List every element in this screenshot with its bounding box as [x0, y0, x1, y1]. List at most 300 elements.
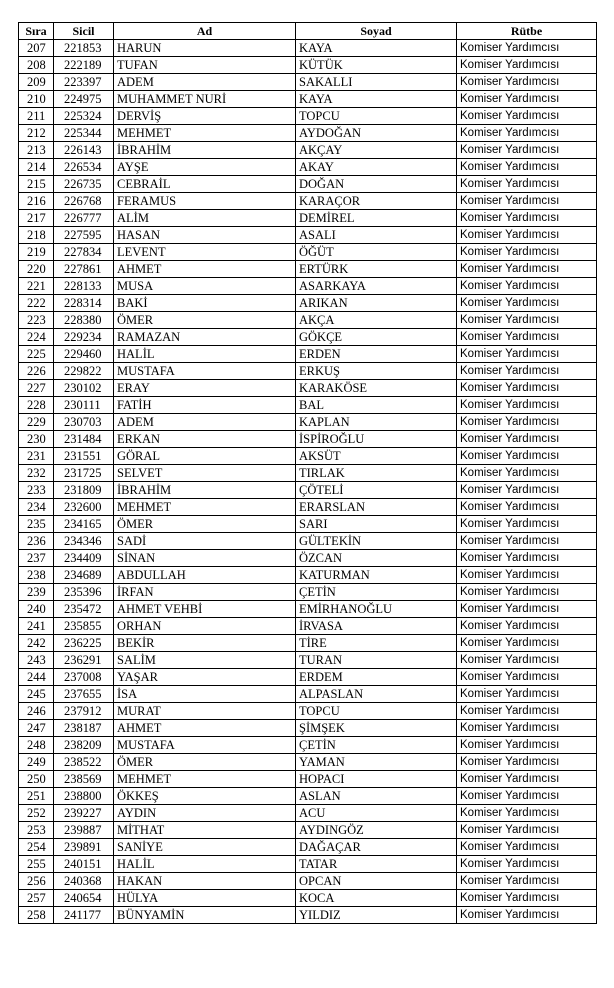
cell-ad: İRFAN: [114, 584, 296, 601]
cell-sira: 210: [19, 91, 54, 108]
cell-rutbe: Komiser Yardımcısı: [457, 278, 597, 295]
cell-ad: YAŞAR: [114, 669, 296, 686]
cell-soyad: KARAKÖSE: [296, 380, 457, 397]
table-row: [19, 601, 597, 618]
cell-soyad: İRVASA: [296, 618, 457, 635]
cell-rutbe: Komiser Yardımcısı: [457, 431, 597, 448]
cell-ad: ÖKKEŞ: [114, 788, 296, 805]
cell-rutbe: Komiser Yardımcısı: [457, 74, 597, 91]
cell-rutbe: Komiser Yardımcısı: [457, 363, 597, 380]
cell-sira: 235: [19, 516, 54, 533]
cell-soyad: KÜTÜK: [296, 57, 457, 74]
cell-sicil: 226534: [54, 159, 114, 176]
cell-soyad: KAYA: [296, 40, 457, 57]
cell-sira: 220: [19, 261, 54, 278]
cell-soyad: ÇETİN: [296, 737, 457, 754]
cell-sicil: 236291: [54, 652, 114, 669]
cell-rutbe: Komiser Yardımcısı: [457, 788, 597, 805]
cell-rutbe: Komiser Yardımcısı: [457, 516, 597, 533]
table-row: [19, 210, 597, 227]
cell-rutbe: Komiser Yardımcısı: [457, 210, 597, 227]
cell-rutbe: Komiser Yardımcısı: [457, 227, 597, 244]
cell-rutbe: Komiser Yardımcısı: [457, 448, 597, 465]
cell-soyad: ASLAN: [296, 788, 457, 805]
cell-sira: 249: [19, 754, 54, 771]
cell-sira: 256: [19, 873, 54, 890]
cell-rutbe: Komiser Yardımcısı: [457, 720, 597, 737]
table-row: [19, 720, 597, 737]
cell-ad: HARUN: [114, 40, 296, 57]
cell-rutbe: Komiser Yardımcısı: [457, 652, 597, 669]
cell-soyad: ÇÖTELİ: [296, 482, 457, 499]
cell-sicil: 235472: [54, 601, 114, 618]
table-row: [19, 176, 597, 193]
cell-ad: AHMET VEHBİ: [114, 601, 296, 618]
cell-rutbe: Komiser Yardımcısı: [457, 856, 597, 873]
table-row: [19, 91, 597, 108]
cell-soyad: ARIKAN: [296, 295, 457, 312]
cell-sicil: 232600: [54, 499, 114, 516]
cell-sicil: 241177: [54, 907, 114, 924]
table-row: [19, 482, 597, 499]
cell-sicil: 224975: [54, 91, 114, 108]
cell-sira: 224: [19, 329, 54, 346]
cell-sicil: 226777: [54, 210, 114, 227]
cell-rutbe: Komiser Yardımcısı: [457, 397, 597, 414]
cell-ad: AHMET: [114, 261, 296, 278]
cell-ad: ABDULLAH: [114, 567, 296, 584]
table-row: [19, 839, 597, 856]
cell-sira: 255: [19, 856, 54, 873]
cell-sira: 254: [19, 839, 54, 856]
cell-sicil: 238522: [54, 754, 114, 771]
cell-sira: 229: [19, 414, 54, 431]
cell-soyad: ERKUŞ: [296, 363, 457, 380]
cell-sira: 212: [19, 125, 54, 142]
cell-rutbe: Komiser Yardımcısı: [457, 822, 597, 839]
table-row: [19, 193, 597, 210]
cell-sira: 208: [19, 57, 54, 74]
cell-ad: CEBRAİL: [114, 176, 296, 193]
cell-ad: SİNAN: [114, 550, 296, 567]
table-row: [19, 652, 597, 669]
cell-soyad: BAL: [296, 397, 457, 414]
cell-sicil: 237655: [54, 686, 114, 703]
table-row: [19, 737, 597, 754]
cell-sira: 240: [19, 601, 54, 618]
header-ad: Ad: [114, 23, 296, 40]
cell-soyad: ALPASLAN: [296, 686, 457, 703]
cell-ad: MEHMET: [114, 499, 296, 516]
cell-soyad: AYDINGÖZ: [296, 822, 457, 839]
cell-rutbe: Komiser Yardımcısı: [457, 771, 597, 788]
cell-sira: 211: [19, 108, 54, 125]
cell-soyad: SAKALLI: [296, 74, 457, 91]
table-row: [19, 533, 597, 550]
cell-soyad: SARI: [296, 516, 457, 533]
table-row: [19, 618, 597, 635]
cell-sira: 219: [19, 244, 54, 261]
cell-rutbe: Komiser Yardımcısı: [457, 482, 597, 499]
cell-soyad: TOPCU: [296, 108, 457, 125]
cell-rutbe: Komiser Yardımcısı: [457, 635, 597, 652]
cell-sira: 239: [19, 584, 54, 601]
cell-sicil: 229460: [54, 346, 114, 363]
cell-ad: SELVET: [114, 465, 296, 482]
cell-ad: ALİM: [114, 210, 296, 227]
table-row: [19, 805, 597, 822]
cell-sira: 214: [19, 159, 54, 176]
cell-ad: İBRAHİM: [114, 482, 296, 499]
cell-sira: 207: [19, 40, 54, 57]
header-soyad: Soyad: [296, 23, 457, 40]
cell-sira: 218: [19, 227, 54, 244]
table-row: [19, 159, 597, 176]
cell-sira: 244: [19, 669, 54, 686]
cell-ad: AYŞE: [114, 159, 296, 176]
cell-ad: BAKİ: [114, 295, 296, 312]
cell-ad: ADEM: [114, 74, 296, 91]
table-row: [19, 788, 597, 805]
cell-ad: ORHAN: [114, 618, 296, 635]
cell-soyad: TURAN: [296, 652, 457, 669]
cell-soyad: KAPLAN: [296, 414, 457, 431]
cell-ad: FATİH: [114, 397, 296, 414]
cell-ad: MUHAMMET NURİ: [114, 91, 296, 108]
header-sicil: Sicil: [54, 23, 114, 40]
cell-sicil: 226768: [54, 193, 114, 210]
cell-ad: ERKAN: [114, 431, 296, 448]
cell-rutbe: Komiser Yardımcısı: [457, 601, 597, 618]
cell-ad: BÜNYAMİN: [114, 907, 296, 924]
table-row: [19, 40, 597, 57]
cell-ad: HALİL: [114, 346, 296, 363]
cell-ad: FERAMUS: [114, 193, 296, 210]
cell-rutbe: Komiser Yardımcısı: [457, 329, 597, 346]
cell-sira: 225: [19, 346, 54, 363]
table-row: [19, 125, 597, 142]
cell-soyad: KARAÇOR: [296, 193, 457, 210]
table-row: [19, 227, 597, 244]
cell-sira: 227: [19, 380, 54, 397]
cell-ad: MEHMET: [114, 125, 296, 142]
cell-sira: 237: [19, 550, 54, 567]
cell-sicil: 226735: [54, 176, 114, 193]
cell-rutbe: Komiser Yardımcısı: [457, 244, 597, 261]
table-row: [19, 431, 597, 448]
cell-sicil: 228133: [54, 278, 114, 295]
cell-ad: SANİYE: [114, 839, 296, 856]
table-row: [19, 703, 597, 720]
cell-sicil: 235396: [54, 584, 114, 601]
cell-rutbe: Komiser Yardımcısı: [457, 125, 597, 142]
cell-sicil: 239887: [54, 822, 114, 839]
cell-sicil: 231725: [54, 465, 114, 482]
cell-sira: 230: [19, 431, 54, 448]
table-row: [19, 754, 597, 771]
cell-sira: 213: [19, 142, 54, 159]
table-row: [19, 448, 597, 465]
cell-soyad: GÖKÇE: [296, 329, 457, 346]
cell-soyad: KOCA: [296, 890, 457, 907]
cell-sicil: 234409: [54, 550, 114, 567]
table-row: [19, 57, 597, 74]
table-row: [19, 74, 597, 91]
cell-sicil: 238187: [54, 720, 114, 737]
cell-sira: 222: [19, 295, 54, 312]
table-row: [19, 856, 597, 873]
cell-sicil: 238569: [54, 771, 114, 788]
cell-soyad: AKÇAY: [296, 142, 457, 159]
table-row: [19, 142, 597, 159]
cell-soyad: DAĞAÇAR: [296, 839, 457, 856]
table-row: [19, 516, 597, 533]
table-row: [19, 635, 597, 652]
cell-ad: İSA: [114, 686, 296, 703]
cell-rutbe: Komiser Yardımcısı: [457, 499, 597, 516]
cell-ad: HALİL: [114, 856, 296, 873]
table-row: [19, 346, 597, 363]
cell-ad: ADEM: [114, 414, 296, 431]
cell-ad: MUSTAFA: [114, 737, 296, 754]
cell-rutbe: Komiser Yardımcısı: [457, 890, 597, 907]
cell-sicil: 230703: [54, 414, 114, 431]
cell-sira: 216: [19, 193, 54, 210]
table-row: [19, 261, 597, 278]
cell-sira: 231: [19, 448, 54, 465]
cell-sira: 241: [19, 618, 54, 635]
cell-sicil: 229234: [54, 329, 114, 346]
cell-ad: MUSTAFA: [114, 363, 296, 380]
cell-soyad: TIRLAK: [296, 465, 457, 482]
table-row: [19, 499, 597, 516]
cell-sicil: 221853: [54, 40, 114, 57]
cell-sicil: 227834: [54, 244, 114, 261]
cell-soyad: GÜLTEKİN: [296, 533, 457, 550]
cell-ad: ÖMER: [114, 516, 296, 533]
table-row: [19, 108, 597, 125]
cell-sira: 248: [19, 737, 54, 754]
cell-sira: 251: [19, 788, 54, 805]
cell-ad: AHMET: [114, 720, 296, 737]
cell-soyad: AYDOĞAN: [296, 125, 457, 142]
cell-soyad: ÖĞÜT: [296, 244, 457, 261]
cell-rutbe: Komiser Yardımcısı: [457, 91, 597, 108]
table-row: [19, 771, 597, 788]
table-row: [19, 669, 597, 686]
cell-rutbe: Komiser Yardımcısı: [457, 754, 597, 771]
cell-sicil: 240151: [54, 856, 114, 873]
header-sira: Sıra: [19, 23, 54, 40]
cell-sira: 247: [19, 720, 54, 737]
cell-soyad: TATAR: [296, 856, 457, 873]
cell-rutbe: Komiser Yardımcısı: [457, 737, 597, 754]
cell-rutbe: Komiser Yardımcısı: [457, 533, 597, 550]
cell-ad: İBRAHİM: [114, 142, 296, 159]
cell-soyad: KAYA: [296, 91, 457, 108]
cell-sira: 258: [19, 907, 54, 924]
cell-ad: DERVİŞ: [114, 108, 296, 125]
cell-sira: 252: [19, 805, 54, 822]
cell-rutbe: Komiser Yardımcısı: [457, 142, 597, 159]
cell-ad: LEVENT: [114, 244, 296, 261]
cell-sicil: 222189: [54, 57, 114, 74]
cell-sicil: 239227: [54, 805, 114, 822]
cell-ad: RAMAZAN: [114, 329, 296, 346]
cell-sira: 223: [19, 312, 54, 329]
cell-sicil: 229822: [54, 363, 114, 380]
cell-rutbe: Komiser Yardımcısı: [457, 465, 597, 482]
cell-ad: MURAT: [114, 703, 296, 720]
cell-rutbe: Komiser Yardımcısı: [457, 40, 597, 57]
cell-sicil: 237912: [54, 703, 114, 720]
table-row: [19, 329, 597, 346]
cell-sira: 253: [19, 822, 54, 839]
personnel-table: [18, 22, 597, 924]
cell-sicil: 231809: [54, 482, 114, 499]
cell-sicil: 228314: [54, 295, 114, 312]
cell-sicil: 234689: [54, 567, 114, 584]
cell-ad: ÖMER: [114, 754, 296, 771]
table-row: [19, 686, 597, 703]
cell-rutbe: Komiser Yardımcısı: [457, 805, 597, 822]
cell-sicil: 235855: [54, 618, 114, 635]
cell-sira: 245: [19, 686, 54, 703]
cell-ad: MUSA: [114, 278, 296, 295]
table-row: [19, 873, 597, 890]
cell-soyad: ÖZCAN: [296, 550, 457, 567]
cell-rutbe: Komiser Yardımcısı: [457, 295, 597, 312]
cell-soyad: ASALI: [296, 227, 457, 244]
cell-rutbe: Komiser Yardımcısı: [457, 584, 597, 601]
cell-soyad: AKSÜT: [296, 448, 457, 465]
table-row: [19, 363, 597, 380]
cell-sira: 209: [19, 74, 54, 91]
table-row: [19, 890, 597, 907]
cell-rutbe: Komiser Yardımcısı: [457, 108, 597, 125]
table-row: [19, 244, 597, 261]
cell-soyad: AKAY: [296, 159, 457, 176]
cell-sira: 228: [19, 397, 54, 414]
cell-ad: SADİ: [114, 533, 296, 550]
table-row: [19, 907, 597, 924]
table-row: [19, 312, 597, 329]
cell-sicil: 226143: [54, 142, 114, 159]
cell-rutbe: Komiser Yardımcısı: [457, 703, 597, 720]
cell-ad: TUFAN: [114, 57, 296, 74]
cell-soyad: TİRE: [296, 635, 457, 652]
table-row: [19, 550, 597, 567]
cell-sira: 233: [19, 482, 54, 499]
cell-rutbe: Komiser Yardımcısı: [457, 550, 597, 567]
cell-rutbe: Komiser Yardımcısı: [457, 176, 597, 193]
cell-sira: 217: [19, 210, 54, 227]
cell-sicil: 228380: [54, 312, 114, 329]
cell-sicil: 230111: [54, 397, 114, 414]
cell-sicil: 227861: [54, 261, 114, 278]
cell-sicil: 239891: [54, 839, 114, 856]
table-row: [19, 380, 597, 397]
cell-sicil: 234346: [54, 533, 114, 550]
cell-rutbe: Komiser Yardımcısı: [457, 312, 597, 329]
cell-ad: AYDIN: [114, 805, 296, 822]
cell-rutbe: Komiser Yardımcısı: [457, 686, 597, 703]
cell-sicil: 225344: [54, 125, 114, 142]
cell-sicil: 240368: [54, 873, 114, 890]
cell-sira: 215: [19, 176, 54, 193]
cell-soyad: ÇETİN: [296, 584, 457, 601]
cell-sicil: 237008: [54, 669, 114, 686]
cell-sicil: 223397: [54, 74, 114, 91]
cell-sira: 257: [19, 890, 54, 907]
table-row: [19, 567, 597, 584]
cell-soyad: ERTÜRK: [296, 261, 457, 278]
cell-rutbe: Komiser Yardımcısı: [457, 380, 597, 397]
cell-rutbe: Komiser Yardımcısı: [457, 567, 597, 584]
cell-sicil: 240654: [54, 890, 114, 907]
cell-sicil: 227595: [54, 227, 114, 244]
cell-sicil: 230102: [54, 380, 114, 397]
cell-soyad: DEMİREL: [296, 210, 457, 227]
cell-sicil: 231484: [54, 431, 114, 448]
cell-soyad: ERDEN: [296, 346, 457, 363]
cell-rutbe: Komiser Yardımcısı: [457, 618, 597, 635]
cell-ad: MEHMET: [114, 771, 296, 788]
cell-soyad: ACU: [296, 805, 457, 822]
cell-soyad: DOĞAN: [296, 176, 457, 193]
cell-sicil: 231551: [54, 448, 114, 465]
cell-rutbe: Komiser Yardımcısı: [457, 839, 597, 856]
cell-sicil: 234165: [54, 516, 114, 533]
cell-rutbe: Komiser Yardımcısı: [457, 873, 597, 890]
cell-rutbe: Komiser Yardımcısı: [457, 261, 597, 278]
cell-rutbe: Komiser Yardımcısı: [457, 193, 597, 210]
table-row: [19, 465, 597, 482]
cell-sira: 236: [19, 533, 54, 550]
cell-rutbe: Komiser Yardımcısı: [457, 669, 597, 686]
cell-soyad: HOPACI: [296, 771, 457, 788]
cell-sira: 243: [19, 652, 54, 669]
cell-sicil: 238800: [54, 788, 114, 805]
cell-rutbe: Komiser Yardımcısı: [457, 907, 597, 924]
cell-soyad: ASARKAYA: [296, 278, 457, 295]
cell-rutbe: Komiser Yardımcısı: [457, 346, 597, 363]
header-rutbe: Rütbe: [457, 23, 597, 40]
cell-ad: ERAY: [114, 380, 296, 397]
cell-rutbe: Komiser Yardımcısı: [457, 57, 597, 74]
cell-ad: ÖMER: [114, 312, 296, 329]
cell-sira: 221: [19, 278, 54, 295]
cell-ad: GÖRAL: [114, 448, 296, 465]
cell-sira: 250: [19, 771, 54, 788]
cell-soyad: YILDIZ: [296, 907, 457, 924]
cell-ad: SALİM: [114, 652, 296, 669]
cell-rutbe: Komiser Yardımcısı: [457, 159, 597, 176]
cell-ad: HAKAN: [114, 873, 296, 890]
cell-soyad: YAMAN: [296, 754, 457, 771]
cell-sira: 246: [19, 703, 54, 720]
cell-soyad: ŞİMŞEK: [296, 720, 457, 737]
cell-soyad: AKÇA: [296, 312, 457, 329]
cell-soyad: OPCAN: [296, 873, 457, 890]
cell-ad: MİTHAT: [114, 822, 296, 839]
cell-rutbe: Komiser Yardımcısı: [457, 414, 597, 431]
cell-soyad: ERDEM: [296, 669, 457, 686]
table-row: [19, 584, 597, 601]
cell-sira: 232: [19, 465, 54, 482]
cell-sicil: 238209: [54, 737, 114, 754]
cell-ad: BEKİR: [114, 635, 296, 652]
